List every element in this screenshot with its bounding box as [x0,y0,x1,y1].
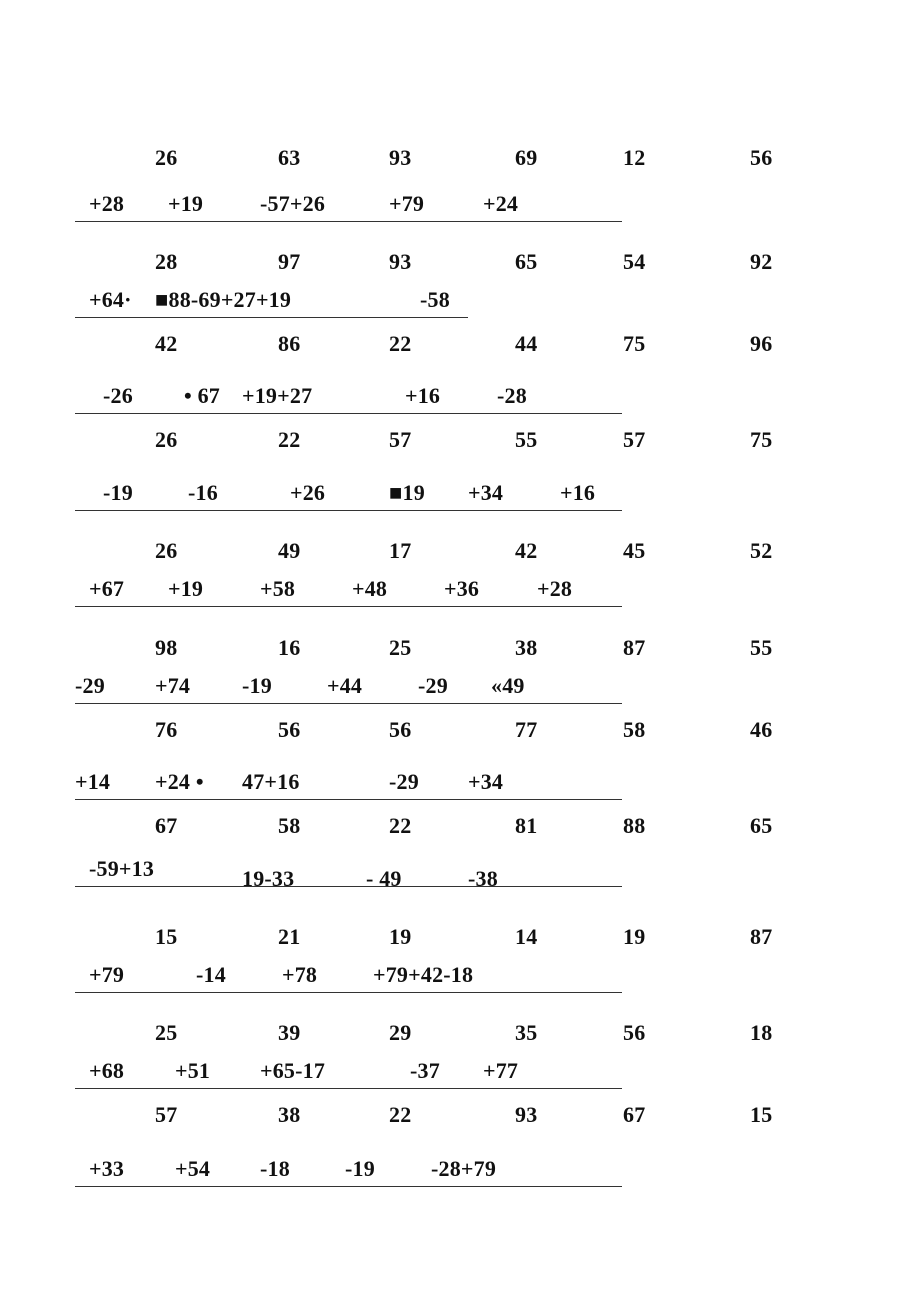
top-number: 87 [623,635,646,660]
operation-term: +19 [168,576,204,601]
top-number: 57 [623,427,646,452]
answer-line [75,799,622,800]
operation-term: ■19 [389,480,425,505]
top-number: 35 [515,1020,538,1045]
top-number: 19 [623,924,646,949]
top-number: 29 [389,1020,412,1045]
top-number: 22 [278,427,301,452]
operation-term: - 49 [366,866,402,891]
top-number: 12 [623,145,646,170]
top-number: 45 [623,538,646,563]
answer-line [75,1088,622,1089]
top-number: 57 [155,1102,178,1127]
operation-term: +77 [483,1058,519,1083]
top-number: 56 [750,145,773,170]
top-number: 28 [155,249,178,274]
top-number: 57 [389,427,412,452]
top-number: 76 [155,717,178,742]
top-number: 49 [278,538,301,563]
operation-term: +36 [444,576,480,601]
top-number: 93 [515,1102,538,1127]
operation-term: +51 [175,1058,211,1083]
operation-term: +79 [389,191,425,216]
top-number: 55 [750,635,773,660]
top-number: 26 [155,145,178,170]
operation-term: +67 [89,576,125,601]
answer-line [75,886,622,887]
operation-term: -14 [196,962,226,987]
operation-term: +79 [89,962,125,987]
top-number: 19 [389,924,412,949]
top-number: 58 [623,717,646,742]
top-number: 55 [515,427,538,452]
operation-term: +14 [75,769,111,794]
operation-term: +28 [89,191,125,216]
top-number: 67 [155,813,178,838]
top-number: 88 [623,813,646,838]
operation-term: -58 [420,287,450,312]
operation-term: ■88-69+27+19 [155,287,292,312]
operation-term: -29 [75,673,105,698]
top-number: 97 [278,249,301,274]
top-number: 38 [278,1102,301,1127]
operation-term: +48 [352,576,388,601]
top-number: 15 [155,924,178,949]
top-number: 81 [515,813,538,838]
operation-term: +44 [327,673,363,698]
top-number: 65 [750,813,773,838]
top-number: 17 [389,538,412,563]
top-number: 26 [155,427,178,452]
answer-line [75,413,622,414]
operation-term: +79+42-18 [373,962,474,987]
operation-term: -16 [188,480,218,505]
top-number: 93 [389,249,412,274]
top-number: 21 [278,924,301,949]
operation-term: -59+13 [89,856,155,881]
operation-term: +16 [405,383,441,408]
top-number: 22 [389,331,412,356]
top-number: 56 [389,717,412,742]
operation-term: -19 [103,480,133,505]
top-number: 18 [750,1020,773,1045]
operation-term: -29 [418,673,448,698]
top-number: 65 [515,249,538,274]
answer-line [75,606,622,607]
answer-line [75,703,622,704]
answer-line [75,317,468,318]
top-number: 22 [389,813,412,838]
operation-term: -28+79 [431,1156,497,1181]
top-number: 54 [623,249,646,274]
top-number: 22 [389,1102,412,1127]
top-number: 86 [278,331,301,356]
top-number: 69 [515,145,538,170]
operation-term: +68 [89,1058,125,1083]
top-number: 87 [750,924,773,949]
operation-term: +28 [537,576,573,601]
top-number: 26 [155,538,178,563]
top-number: 46 [750,717,773,742]
operation-term: -18 [260,1156,290,1181]
top-number: 15 [750,1102,773,1127]
top-number: 96 [750,331,773,356]
top-number: 52 [750,538,773,563]
top-number: 98 [155,635,178,660]
operation-term: +33 [89,1156,125,1181]
operation-term: -26 [103,383,133,408]
operation-term: +64· [89,287,132,312]
answer-line [75,1186,622,1187]
operation-term: +34 [468,769,504,794]
answer-line [75,221,622,222]
top-number: 44 [515,331,538,356]
top-number: 42 [515,538,538,563]
top-number: 38 [515,635,538,660]
top-number: 25 [389,635,412,660]
operation-term: +19+27 [242,383,313,408]
answer-line [75,992,622,993]
top-number: 25 [155,1020,178,1045]
top-number: 67 [623,1102,646,1127]
operation-term: «49 [491,673,525,698]
operation-term: +24 [483,191,519,216]
operation-term: +19 [168,191,204,216]
operation-term: -28 [497,383,527,408]
top-number: 58 [278,813,301,838]
operation-term: 47+16 [242,769,300,794]
top-number: 75 [750,427,773,452]
operation-term: +54 [175,1156,211,1181]
operation-term: 19-33 [242,866,295,891]
top-number: 16 [278,635,301,660]
operation-term: -19 [242,673,272,698]
top-number: 56 [623,1020,646,1045]
operation-term: -37 [410,1058,440,1083]
operation-term: +65-17 [260,1058,326,1083]
top-number: 39 [278,1020,301,1045]
operation-term: +16 [560,480,596,505]
top-number: 77 [515,717,538,742]
operation-term: +34 [468,480,504,505]
operation-term: +24 • [155,769,204,794]
top-number: 42 [155,331,178,356]
operation-term: -38 [468,866,498,891]
top-number: 93 [389,145,412,170]
top-number: 92 [750,249,773,274]
answer-line [75,510,622,511]
top-number: 14 [515,924,538,949]
top-number: 63 [278,145,301,170]
operation-term: -57+26 [260,191,326,216]
top-number: 75 [623,331,646,356]
operation-term: -19 [345,1156,375,1181]
operation-term: +58 [260,576,296,601]
operation-term: +26 [290,480,326,505]
operation-term: -29 [389,769,419,794]
operation-term: +78 [282,962,318,987]
operation-term: • 67 [184,383,221,408]
top-number: 56 [278,717,301,742]
operation-term: +74 [155,673,191,698]
